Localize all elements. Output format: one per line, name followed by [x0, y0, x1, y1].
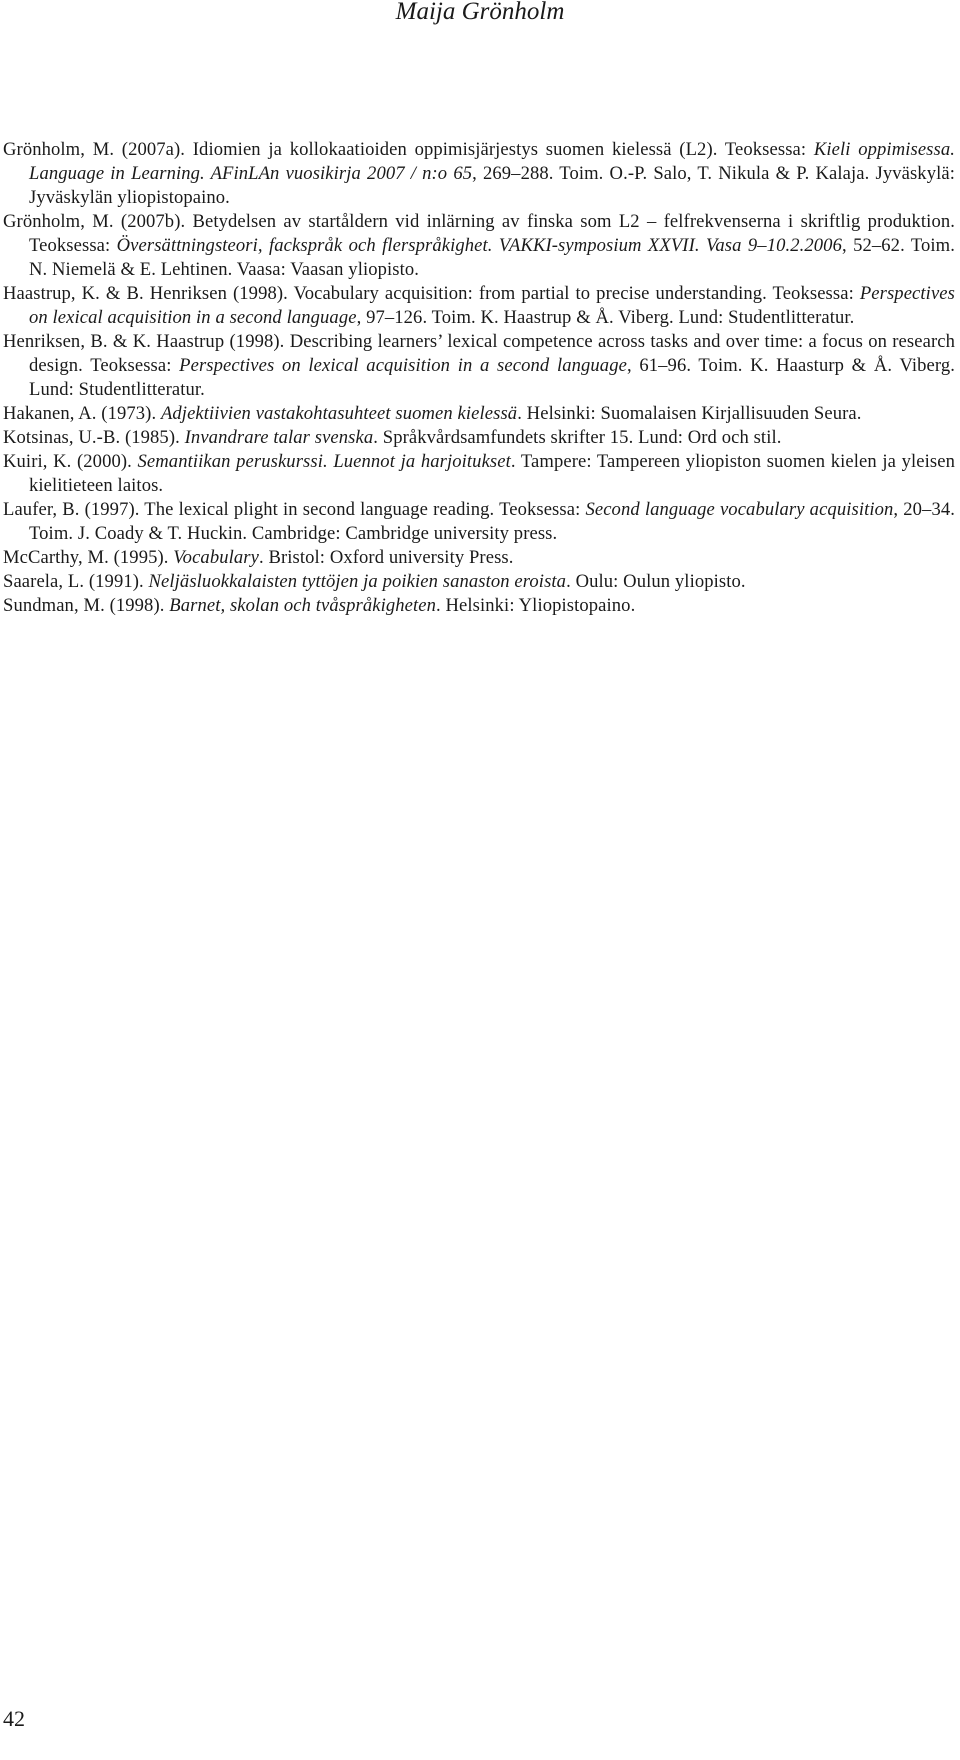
reference-entry: [3, 138, 955, 210]
reference-entry: [3, 210, 955, 282]
reference-title-italic: Perspectives on lexical acquisition in a second language: [179, 355, 627, 376]
reference-entry: [3, 426, 955, 450]
reference-text: . Tampere: Tampereen yliopiston suomen kielen ja yleisen kielitieteen laitos.: [29, 451, 955, 496]
reference-text: . Helsinki: Suomalaisen Kirjallisuuden Seura.: [517, 403, 862, 424]
reference-title-italic: Perspectives on lexical acquisition in a second language: [29, 283, 955, 328]
reference-text: Grönholm, M. (2007a). Idiomien ja kollokaatioiden oppimisjärjestys suomen kielessä (L2). Teoksessa:: [3, 139, 814, 160]
reference-title-italic: Invandrare talar svenska: [184, 427, 374, 448]
reference-text: , 269–288. Toim. O.-P. Salo, T. Nikula & P. Kalaja. Jyväskylä: Jyväskylän yliopistopaino.: [29, 163, 955, 208]
reference-list: [3, 138, 955, 618]
reference-text: Henriksen, B. & K. Haastrup (1998). Describing learners’ lexical competence across tasks and over time: a focus on research design. Teoksessa:: [3, 331, 955, 376]
reference-title-italic: Vocabulary: [173, 547, 259, 568]
reference-text: Laufer, B. (1997). The lexical plight in second language reading. Teoksessa:: [3, 499, 586, 520]
reference-entry: [3, 282, 955, 330]
reference-text: Grönholm, M. (2007b). Betydelsen av startåldern vid inlärning av finska som L2 – felfrekvenserna i skriftlig produktion. Teoksessa:: [3, 211, 955, 256]
reference-text: . Helsinki: Yliopistopaino.: [436, 595, 636, 616]
reference-entry: [3, 402, 955, 426]
reference-text: Kotsinas, U.-B. (1985).: [3, 427, 185, 448]
reference-title-italic: Adjektiivien vastakohtasuhteet suomen kielessä: [160, 403, 518, 424]
reference-title-italic: Barnet, skolan och tvåspråkigheten: [169, 595, 437, 616]
reference-text: . Bristol: Oxford university Press.: [258, 547, 514, 568]
reference-title-italic: Semantiikan peruskurssi. Luennot ja harjoitukset: [137, 451, 511, 472]
reference-text: Saarela, L. (1991).: [3, 571, 149, 592]
reference-text: , 61–96. Toim. K. Haasturp & Å. Viberg. Lund: Studentlitteratur.: [29, 355, 956, 400]
reference-entry: [3, 570, 955, 594]
reference-entry: [3, 546, 955, 570]
reference-title-italic: Översättningsteori, fackspråk och flerspråkighet. VAKKI-symposium XXVII. Vasa 9–10.2.2006: [116, 235, 842, 256]
running-header-title: Maija Grönholm: [395, 0, 565, 25]
page-number: 42: [3, 1706, 25, 1731]
reference-text: . Språkvårdsamfundets skrifter 15. Lund: Ord och stil.: [373, 427, 782, 448]
reference-title-italic: Kieli oppimisessa. Language in Learning. AFinLAn vuosikirja 2007 / n:o 65: [29, 139, 955, 184]
reference-text: Haastrup, K. & B. Henriksen (1998). Vocabulary acquisition: from partial to precise understanding. Teoksessa:: [3, 283, 860, 304]
reference-text: Kuiri, K. (2000).: [3, 451, 138, 472]
reference-title-italic: Neljäsluokkalaisten tyttöjen ja poikien sanaston eroista: [148, 571, 567, 592]
reference-entry: [3, 330, 955, 402]
reference-text: Hakanen, A. (1973).: [3, 403, 161, 424]
reference-entry: [3, 498, 955, 546]
reference-entry: [3, 594, 955, 618]
reference-title-italic: Second language vocabulary acquisition: [585, 499, 894, 520]
reference-text: Sundman, M. (1998).: [3, 595, 170, 616]
reference-text: , 97–126. Toim. K. Haastrup & Å. Viberg. Lund: Studentlitteratur.: [356, 307, 855, 328]
reference-entry: [3, 450, 955, 498]
reference-text: . Oulu: Oulun yliopisto.: [566, 571, 746, 592]
reference-text: , 52–62. Toim. N. Niemelä & E. Lehtinen. Vaasa: Vaasan yliopisto.: [29, 235, 955, 280]
reference-text: , 20–34. Toim. J. Coady & T. Huckin. Cambridge: Cambridge university press.: [29, 499, 955, 544]
reference-text: McCarthy, M. (1995).: [3, 547, 174, 568]
